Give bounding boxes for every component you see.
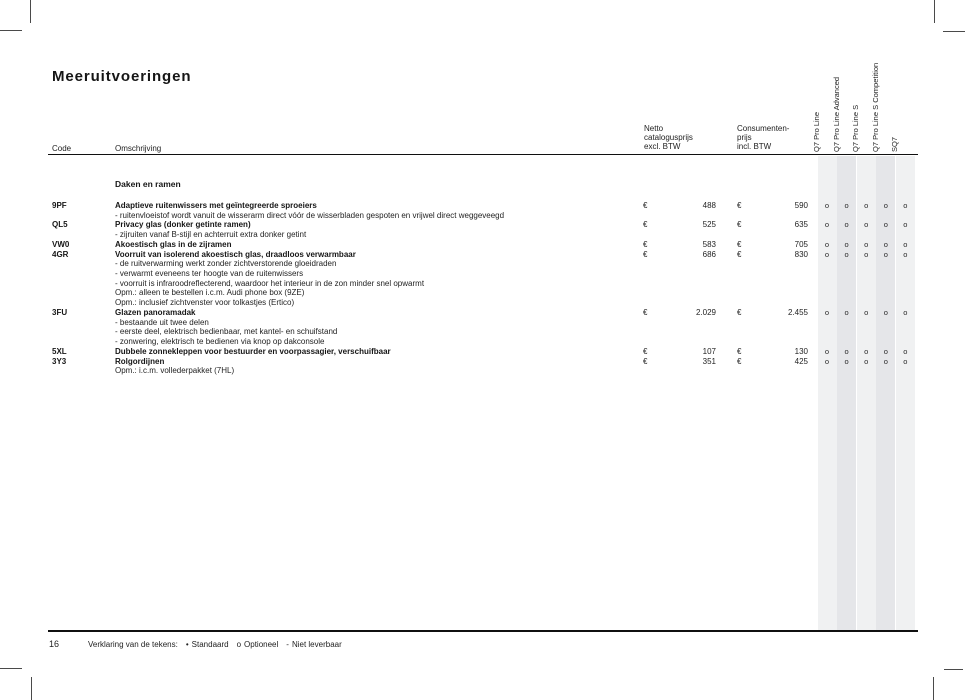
table-row-detail-line [0, 288, 965, 298]
row-detail: Opm.: inclusief zichtvenster voor tolkastjes (Ertico) [115, 298, 295, 308]
availability-mark: o [883, 249, 888, 259]
table-row [0, 250, 965, 308]
row-detail: - de ruitverwarming werkt zonder zichtverstorende gloeidraden [115, 259, 337, 269]
currency-symbol-net: € [643, 307, 648, 317]
trim-column-label: Q7 Pro Line [812, 111, 821, 152]
currency-symbol-cons: € [737, 239, 742, 249]
currency-symbol-cons: € [737, 346, 742, 356]
table-row-detail-line [0, 279, 965, 289]
price-cons: 705 [794, 239, 808, 249]
availability-mark: o [864, 356, 869, 366]
crop-mark-top-right-horizontal [943, 31, 965, 32]
availability-mark: o [864, 249, 869, 259]
currency-symbol-net: € [643, 239, 648, 249]
row-title: Dubbele zonnekleppen voor bestuurder en voorpassagier, verschuifbaar [115, 346, 391, 356]
legend-item [186, 640, 229, 649]
availability-mark: o [824, 307, 830, 317]
column-header-cons-line: Consumenten- [737, 123, 790, 133]
table-row-detail-line [0, 269, 965, 279]
availability-mark: o [903, 220, 908, 230]
legend-item [286, 640, 341, 649]
row-code: 3Y3 [52, 356, 67, 366]
legend-symbol: • [185, 640, 189, 649]
column-header-net-line: catalogusprijs [644, 132, 693, 142]
table-body [0, 201, 965, 376]
availability-mark: o [903, 201, 908, 210]
table-row-detail-line [0, 366, 965, 376]
table-row-main-line [0, 308, 965, 318]
availability-mark: o [864, 201, 869, 210]
table-row-main-line [0, 201, 965, 211]
table-bottom-rule [48, 630, 918, 632]
row-detail: - voorruit is infraroodreflecterend, waardoor het interieur in de zon minder snel opwarmt [115, 278, 425, 288]
availability-mark: o [824, 239, 830, 249]
trim-column-label: Q7 Pro Line S Competition [870, 62, 880, 152]
availability-mark: o [844, 307, 849, 317]
availability-mark: o [883, 201, 888, 210]
column-header-net-line: Netto [644, 123, 664, 133]
availability-mark: o [844, 249, 849, 259]
table-row-main-line [0, 250, 965, 260]
column-header-net-line: excl. BTW [644, 142, 681, 152]
availability-mark: o [903, 356, 908, 366]
availability-mark: o [844, 239, 849, 249]
table-header-rule [48, 154, 918, 156]
table-row-detail-line [0, 259, 965, 269]
availability-mark: o [824, 356, 830, 366]
availability-mark: o [903, 239, 908, 249]
column-header-net-price [644, 124, 693, 152]
table-row [0, 240, 965, 250]
row-detail: - ruitenvloeistof wordt vanuit de wisserarm direct vóór de wisserbladen gespoten en vrijwel direct weggeveegd [115, 210, 505, 220]
row-detail: - eerste deel, elektrisch bedienbaar, met kantel- en schuifstand [115, 327, 338, 337]
trim-column-label: SQ7 [890, 136, 900, 152]
table-row-detail-line [0, 298, 965, 308]
table-row-detail-line [0, 337, 965, 347]
crop-mark-bottom-right-vertical [933, 677, 934, 700]
row-code: VW0 [52, 239, 70, 249]
row-code: QL5 [52, 220, 68, 230]
legend-item-label: Optioneel [244, 640, 279, 649]
crop-mark-bottom-left-horizontal [0, 668, 22, 669]
availability-mark: o [844, 201, 849, 210]
currency-symbol-cons: € [737, 249, 742, 259]
table-row-main-line [0, 357, 965, 367]
legend-label: Verklaring van de tekens: [88, 640, 178, 649]
table-row-detail-line [0, 230, 965, 240]
row-title: Glazen panoramadak [115, 307, 196, 317]
availability-mark: o [883, 307, 888, 317]
trim-column-label: Q7 Pro Line Advanced [831, 76, 841, 152]
table-row [0, 357, 965, 376]
row-detail: - zijruiten vanaf B-stijl en achterruit extra donker getint [115, 230, 307, 240]
availability-mark: o [864, 239, 869, 249]
currency-symbol-cons: € [737, 356, 742, 366]
currency-symbol-cons: € [737, 201, 742, 210]
row-detail: Opm.: i.c.m. vollederpakket (7HL) [115, 366, 235, 376]
availability-mark: o [824, 249, 830, 259]
column-header-description: Omschrijving [115, 144, 162, 153]
crop-mark-top-left-vertical [30, 0, 31, 23]
currency-symbol-cons: € [737, 220, 742, 230]
currency-symbol-net: € [643, 201, 648, 210]
row-detail: - zonwering, elektrisch te bedienen via knop op dakconsole [115, 337, 325, 347]
availability-mark: o [844, 356, 849, 366]
currency-symbol-cons: € [737, 307, 742, 317]
legend-symbol: - [286, 640, 289, 649]
price-net: 525 [702, 220, 716, 230]
availability-mark: o [824, 346, 830, 356]
availability-mark: o [864, 220, 869, 230]
column-header-code: Code [52, 144, 72, 153]
price-net: 583 [702, 239, 716, 249]
table-row [0, 347, 965, 357]
currency-symbol-net: € [643, 220, 648, 230]
table-row-main-line [0, 240, 965, 250]
column-header-consumer-price [737, 124, 789, 152]
table-row [0, 201, 965, 220]
row-code: 4GR [52, 249, 69, 259]
availability-mark: o [883, 346, 888, 356]
price-cons: 425 [794, 356, 808, 366]
price-cons: 830 [794, 249, 808, 259]
column-header-cons-line: prijs [737, 132, 752, 142]
availability-mark: o [903, 249, 908, 259]
crop-mark-top-left-horizontal [0, 30, 22, 31]
trim-column-label: Q7 Pro Line S [851, 104, 861, 152]
row-code: 9PF [52, 201, 67, 210]
price-cons: 635 [794, 220, 808, 230]
availability-mark: o [824, 201, 830, 210]
table-row [0, 220, 965, 239]
availability-mark: o [883, 356, 888, 366]
availability-mark: o [864, 307, 869, 317]
price-net: 351 [702, 356, 716, 366]
row-title: Privacy glas (donker getinte ramen) [115, 220, 251, 230]
availability-mark: o [883, 220, 888, 230]
currency-symbol-net: € [643, 356, 648, 366]
price-cons: 590 [794, 201, 808, 210]
row-code: 3FU [52, 307, 68, 317]
price-cons: 2.455 [787, 307, 808, 317]
availability-mark: o [883, 239, 888, 249]
table-row-main-line [0, 220, 965, 230]
legend-symbol: o [236, 640, 242, 649]
section-title: Daken en ramen [115, 178, 181, 189]
table-row-detail-line [0, 211, 965, 221]
row-detail: - bestaande uit twee delen [115, 317, 209, 327]
legend [88, 640, 342, 649]
row-code: 5XL [52, 346, 67, 356]
row-title: Rolgordijnen [115, 356, 165, 366]
row-title: Adaptieve ruitenwissers met geïntegreerde sproeiers [115, 201, 317, 210]
availability-mark: o [864, 346, 869, 356]
page-number: 16 [49, 638, 60, 649]
column-header-cons-line: incl. BTW [737, 142, 772, 152]
price-net: 2.029 [695, 307, 716, 317]
legend-item [237, 640, 279, 649]
currency-symbol-net: € [643, 346, 648, 356]
table-row-detail-line [0, 327, 965, 337]
availability-mark: o [903, 346, 908, 356]
row-title: Akoestisch glas in de zijramen [115, 239, 232, 249]
crop-mark-bottom-left-vertical [31, 677, 32, 700]
availability-mark: o [824, 220, 830, 230]
availability-mark: o [844, 220, 849, 230]
price-net: 107 [702, 346, 716, 356]
price-cons: 130 [794, 346, 808, 356]
legend-item-label: Standaard [191, 640, 229, 649]
availability-mark: o [844, 346, 849, 356]
row-detail: Opm.: alleen te bestellen i.c.m. Audi phone box (9ZE) [115, 288, 305, 298]
row-title: Voorruit van isolerend akoestisch glas, draadloos verwarmbaar [115, 249, 356, 259]
table-row-detail-line [0, 318, 965, 328]
crop-mark-top-right-vertical [934, 0, 935, 23]
table-row-main-line [0, 347, 965, 357]
page-title: Meeruitvoeringen [52, 68, 192, 85]
crop-mark-bottom-right-horizontal [944, 669, 963, 670]
price-net: 686 [702, 249, 716, 259]
legend-item-label: Niet leverbaar [291, 640, 342, 649]
row-detail: - verwarmt eveneens ter hoogte van de ruitenwissers [115, 269, 304, 279]
table-row [0, 308, 965, 347]
availability-mark: o [903, 307, 908, 317]
price-net: 488 [702, 201, 716, 210]
currency-symbol-net: € [643, 249, 648, 259]
